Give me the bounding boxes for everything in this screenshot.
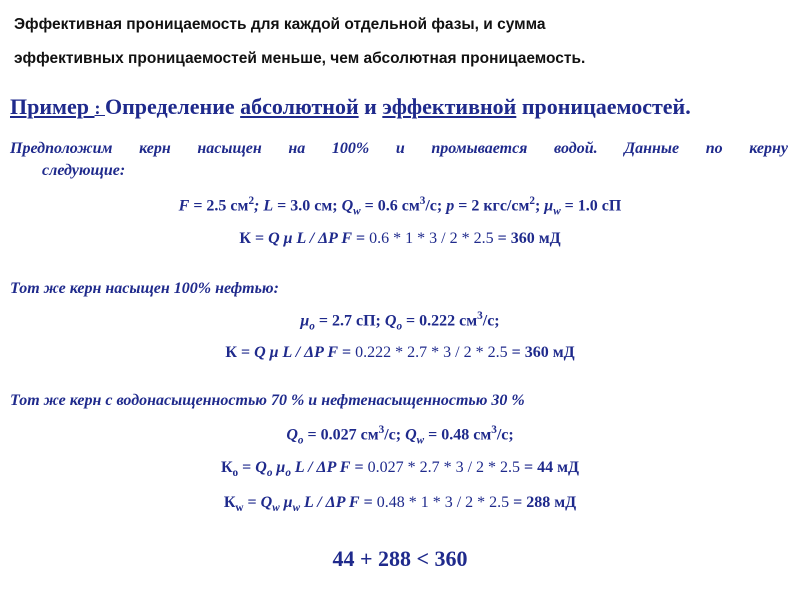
param-qo-sub: o xyxy=(297,434,304,447)
formula-mu-sub: o xyxy=(285,467,291,480)
intro-text xyxy=(14,8,794,76)
formula-mu: μ xyxy=(279,494,293,511)
section1-intro-line-1: Предположим керн насыщен на 100% и промывается водой. Данные по керну xyxy=(10,140,788,157)
formula-calc: 0.6 * 1 * 3 / 2 * 2.5 xyxy=(369,230,494,247)
param-mu-sub: w xyxy=(553,205,561,218)
section2-title: Тот же керн насыщен 100% нефтью: xyxy=(10,280,279,297)
example-effective: эффективной xyxy=(382,94,517,119)
param-qo-value: = 0.027 см xyxy=(303,426,379,444)
section3-formula-oil xyxy=(0,459,800,479)
formula-eq: = xyxy=(338,344,356,361)
param-q-unit: /с; xyxy=(482,312,500,330)
formula-calc: 0.222 * 2.7 * 3 / 2 * 2.5 xyxy=(355,344,508,361)
param-f-label: F xyxy=(178,197,190,215)
formula-result: = 288 мД xyxy=(509,494,577,511)
formula-expression: Q μ L / ΔP F xyxy=(268,230,353,247)
formula-calc: 0.027 * 2.7 * 3 / 2 * 2.5 xyxy=(367,459,521,476)
formula-q: Q xyxy=(260,494,273,511)
formula-rest: L / ΔP F xyxy=(290,459,351,476)
formula-eq: = xyxy=(359,494,377,511)
param-q-value: = 0.6 см xyxy=(360,197,420,215)
intro-line-1: Эффективная проницаемость для каждой отдельной фазы, и сумма xyxy=(14,16,546,33)
example-text-b: проницаемостей. xyxy=(516,94,691,119)
param-q-sub: o xyxy=(396,320,403,333)
param-q-unit: /с; xyxy=(425,197,447,215)
example-and: и xyxy=(358,94,383,119)
formula-k: К xyxy=(223,494,236,511)
param-qw-value: = 0.48 см xyxy=(424,426,492,444)
param-qw-sup: 3 xyxy=(491,424,497,436)
param-q-label: Q xyxy=(384,312,397,330)
param-mu-label: μ xyxy=(544,197,554,215)
section1-intro-line-2: следующие: xyxy=(42,162,126,179)
param-qo-label: Q xyxy=(286,426,298,444)
section3-params xyxy=(0,424,800,447)
section1-formula xyxy=(0,230,800,248)
formula-eq: = xyxy=(350,459,368,476)
formula-k: К = xyxy=(225,344,255,361)
param-mu-value: = 2.7 сП; xyxy=(314,312,385,330)
section3-title: Тот же керн с водонасыщенностью 70 % и нефтенасыщенностью 30 % xyxy=(10,392,525,409)
formula-result: = 360 мД xyxy=(493,230,561,247)
param-q-label: Q xyxy=(341,197,354,215)
param-qw-unit: /с; xyxy=(496,426,514,444)
formula-q-sub: w xyxy=(272,502,280,515)
example-heading xyxy=(10,94,691,120)
example-text-a: Определение xyxy=(105,94,241,119)
example-absolute: абсолютной xyxy=(240,94,359,119)
conclusion-inequality: 44 + 288 < 360 xyxy=(332,546,468,571)
param-p-value: = 2 кгс/см xyxy=(454,197,530,215)
param-q-sup: 3 xyxy=(477,310,483,322)
formula-k: К xyxy=(220,459,233,476)
param-mu-label: μ xyxy=(300,312,310,330)
section3-formula-water xyxy=(0,494,800,514)
param-qw-sub: w xyxy=(416,434,425,447)
section2-params xyxy=(0,310,800,333)
formula-result: = 360 мД xyxy=(507,344,575,361)
formula-q-sub: o xyxy=(266,467,273,480)
formula-mu: μ xyxy=(272,459,286,476)
formula-result: = 44 мД xyxy=(520,459,580,476)
param-q-sub: w xyxy=(353,205,361,218)
formula-eq: = xyxy=(352,230,370,247)
param-p-label: p xyxy=(446,197,455,215)
param-q-sup: 3 xyxy=(419,195,426,207)
param-f-sup: 2 xyxy=(248,195,255,207)
param-p-sup: 2 xyxy=(529,195,535,207)
formula-k: К = xyxy=(239,230,269,247)
section2-formula xyxy=(0,344,800,362)
intro-line-2: эффективных проницаемостей меньше, чем абсолютная проницаемость. xyxy=(14,50,586,67)
param-q-value: = 0.222 см xyxy=(402,312,478,330)
formula-q: Q xyxy=(255,459,267,476)
param-mu-value: = 1.0 сП xyxy=(560,197,622,215)
formula-eq-1: = xyxy=(243,494,261,511)
param-qw-label: Q xyxy=(405,426,417,444)
section1-params xyxy=(0,195,800,218)
param-f-value: = 2.5 см xyxy=(189,197,249,215)
formula-calc: 0.48 * 1 * 3 / 2 * 2.5 xyxy=(376,494,510,511)
example-label: Пример xyxy=(10,94,95,119)
formula-k-sub: o xyxy=(232,467,239,480)
param-mu-sep: ; xyxy=(534,197,545,215)
formula-mu-sub: w xyxy=(292,502,301,515)
param-l-label: ; L xyxy=(254,197,274,215)
param-qo-sup: 3 xyxy=(378,424,385,436)
formula-rest: L / ΔP F xyxy=(300,494,360,511)
param-qo-unit: /с; xyxy=(384,426,406,444)
formula-expression: Q μ L / ΔP F xyxy=(254,344,339,361)
param-mu-sub: o xyxy=(309,320,315,333)
formula-eq-1: = xyxy=(238,459,256,476)
param-l-value: = 3.0 см; xyxy=(273,197,342,215)
formula-k-sub: w xyxy=(235,502,244,515)
example-colon: : xyxy=(94,98,106,118)
